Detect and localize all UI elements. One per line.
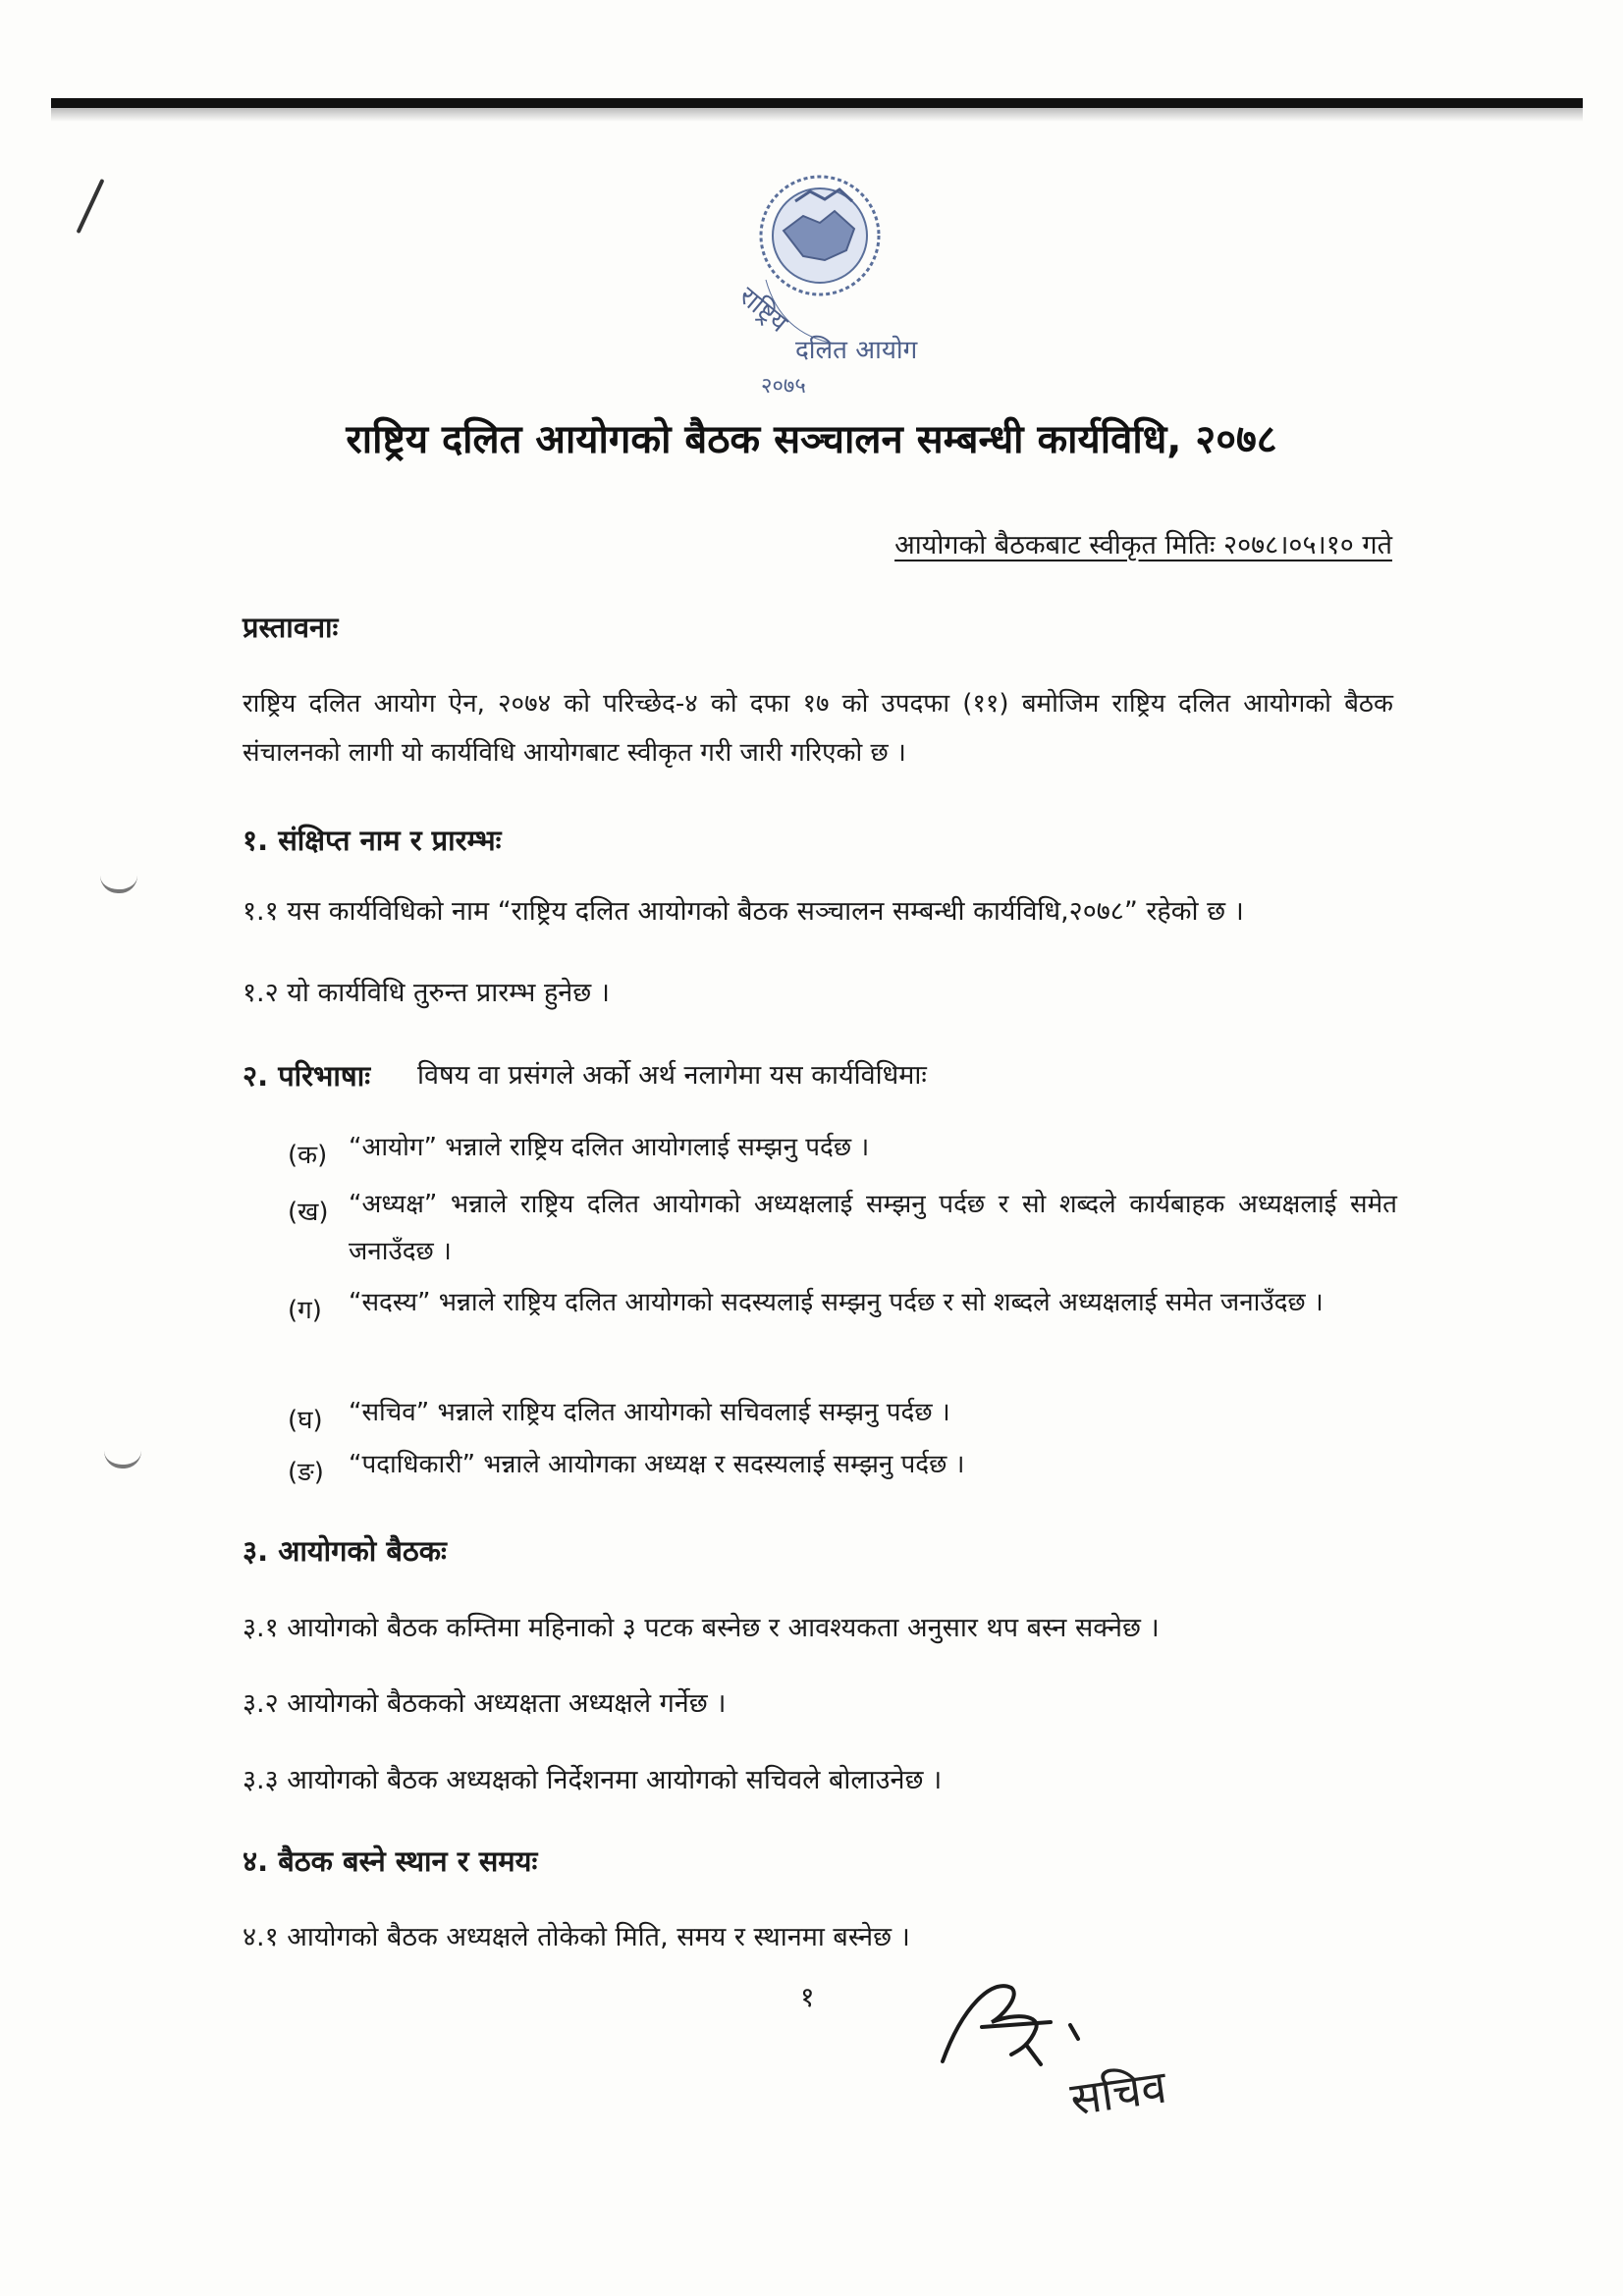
clause-3-1: ३.१ आयोगको बैठक कम्तिमा महिनाको ३ पटक बस्नेछ र आवश्यकता अनुसार थप बस्न सक्नेछ । [243,1613,1160,1643]
punch-hole-mark [100,876,137,893]
definition-padadhikari: “पदाधिकारी” भन्नाले आयोगका अध्यक्ष र सदस्यलाई सम्झनु पर्दछ । [349,1450,965,1479]
page-number: १ [800,1981,815,2013]
definition-adhyaksha: “अध्यक्ष” भन्नाले राष्ट्रिय दलित आयोगको अध्यक्षलाई सम्झनु पर्दछ र सो शब्दले कार्यबाहक अध्यक्षलाई समेत जनाउँदछ । [349,1190,1397,1266]
commission-seal-icon [687,162,923,417]
definition-aayog: “आयोग” भन्नाले राष्ट्रिय दलित आयोगलाई सम्झनु पर्दछ । [349,1133,870,1162]
section-1-heading: १. संक्षिप्त नाम र प्रारम्भः [243,824,502,857]
preamble-text: राष्ट्रिय दलित आयोग ऐन, २०७४ को परिच्छेद-४ को दफा १७ को उपदफा (११) बमोजिम राष्ट्रिय दलित आयोगको बैठक संचालनको लागी यो कार्यविधि आयोगबाट स्वीकृत गरी जारी गरिएको छ । [243,689,1393,768]
pen-mark [77,179,105,234]
svg-text:२०७५: २०७५ [761,374,806,399]
approval-date: आयोगको बैठकबाट स्वीकृत मितिः २०७८।०५।१० गते [894,530,1392,561]
section-3-heading: ३. आयोगको बैठकः [243,1534,447,1568]
definition-marker: (ङ) [288,1458,324,1487]
signature-designation: सचिव [1066,2059,1170,2126]
scan-top-shadow [51,108,1583,122]
definition-sachiv: “सचिव” भन्नाले राष्ट्रिय दलित आयोगको सचिवलाई सम्झनु पर्दछ । [349,1398,950,1427]
definitions-intro: विषय वा प्रसंगले अर्को अर्थ नलागेमा यस कार्यविधिमाः [417,1060,927,1091]
section-4-heading: ४. बैठक बस्ने स्थान र समयः [243,1844,538,1878]
clause-3-2: ३.२ आयोगको बैठकको अध्यक्षता अध्यक्षले गर्नेछ । [243,1688,727,1719]
clause-3-3: ३.३ आयोगको बैठक अध्यक्षको निर्देशनमा आयोगको सचिवले बोलाउनेछ । [243,1765,943,1795]
punch-hole-mark [104,1451,141,1468]
section-2-heading: २. परिभाषाः [243,1059,371,1093]
clause-1-1: १.१ यस कार्यविधिको नाम “राष्ट्रिय दलित आयोगको बैठक सञ्चालन सम्बन्धी कार्यविधि,२०७८” रहेको छ । [243,896,1244,927]
document-title: राष्ट्रिय दलित आयोगको बैठक सञ्चालन सम्बन्धी कार्यविधि, २०७८ [346,417,1277,462]
svg-text:दलित आयोग: दलित आयोग [795,336,918,365]
definition-marker: (क) [288,1141,328,1170]
scan-top-edge [51,98,1583,108]
definition-marker: (ख) [288,1198,329,1227]
clause-4-1: ४.१ आयोगको बैठक अध्यक्षले तोकेको मिति, समय र स्थानमा बस्नेछ । [243,1922,910,1952]
handwritten-signature [923,1968,1119,2076]
definition-sadasya: “सदस्य” भन्नाले राष्ट्रिय दलित आयोगको सदस्यलाई सम्झनु पर्दछ र सो शब्दले अध्यक्षलाई समेत जनाउँदछ । [349,1288,1324,1317]
preamble-heading: प्रस्तावनाः [243,611,339,644]
svg-text:राष्ट्रिय: राष्ट्रिय [732,281,793,339]
clause-1-2: १.२ यो कार्यविधि तुरुन्त प्रारम्भ हुनेछ । [243,978,611,1008]
definition-marker: (घ) [288,1406,323,1435]
definition-marker: (ग) [288,1296,322,1325]
